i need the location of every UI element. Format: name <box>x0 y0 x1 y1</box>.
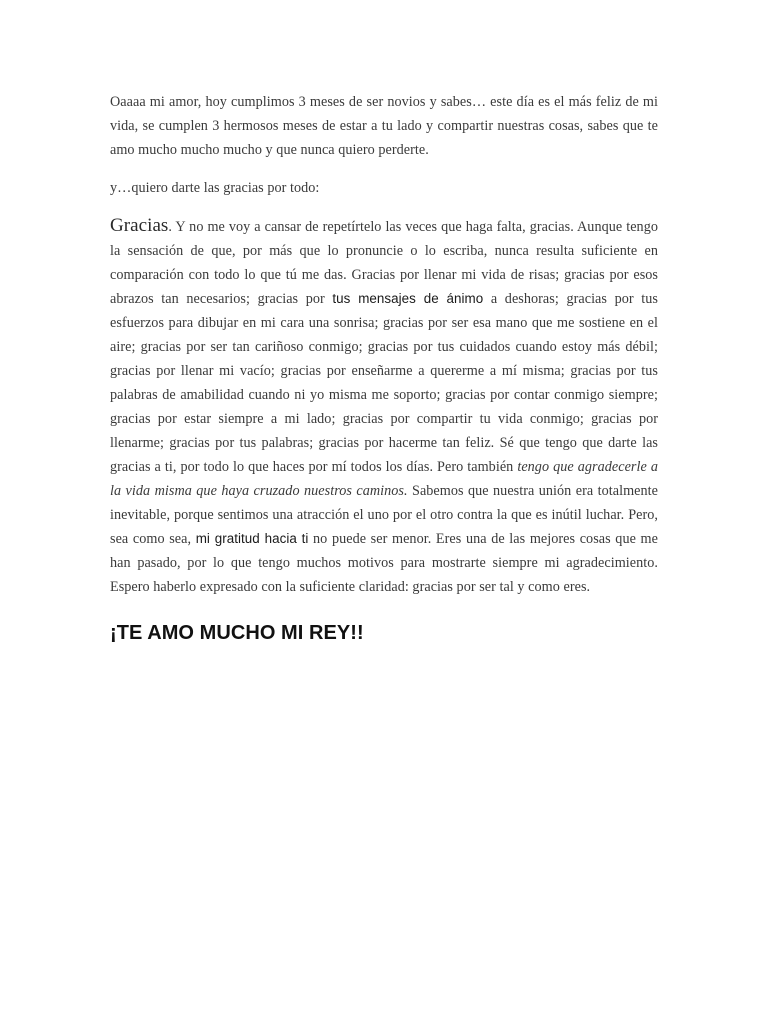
lead-word: Gracias <box>110 215 169 236</box>
body-text-part-3: Sabemos que nuestra unión era totalmente inevitable, porque sentimos una atracción el uno por el otro contra la que es inútil luchar. Pero, sea como sea, <box>110 483 658 547</box>
letter-page <box>110 90 658 647</box>
intro-paragraph: Oaaaa mi amor, hoy cumplimos 3 meses de ser novios y sabes… este día es el más feliz de mi vida, se cumplen 3 hermosos meses de estar a tu lado y compartir nuestras cosas, sabes que te amo mucho mucho mucho y que nunca quiero perderte. <box>110 94 658 158</box>
gratitude-paragraph <box>110 214 658 599</box>
closing-heading: ¡TE AMO MUCHO MI REY!! <box>110 622 364 644</box>
thanks-intro-line: y…quiero darte las gracias por todo: <box>110 180 320 196</box>
body-text-part-1: . Y no me voy a cansar de repetírtelo las veces que haga falta, gracias. Aunque tengo la sensación de que, por más que lo pronuncie o lo escriba, nunca resulta suficiente en comparación con todo lo que tú me das. Gracias por llenar mi vida de risas; gracias por esos abrazos tan necesarios; gracias por <box>110 219 658 307</box>
italic-phrase: tengo que agradecerle a la vida misma que haya cruzado nuestros caminos. <box>110 459 658 499</box>
highlight-gratitude: mi gratitud hacia ti <box>195 531 309 546</box>
body-text-part-2: a deshoras; gracias por tus esfuerzos para dibujar en mi cara una sonrisa; gracias por ser esa mano que me sostiene en el aire; gracias por ser tan cariñoso conmigo; gracias por tus cuidados cuando estoy más débil; gracias por llenar mi vacío; gracias por enseñarme a quererme a mí misma; gracias por tus palabras de amabilidad cuando ni yo misma me soporto; gracias por contar conmigo siempre; gracias por estar siempre a mi lado; gracias por compartir tu vida conmigo; gracias por llenarme; gracias por tus palabras; gracias por hacerme tan feliz. Sé que tengo que darte las gracias a ti, por todo lo que haces por mí todos los días. Pero también <box>110 291 658 475</box>
body-text-part-4: no puede ser menor. Eres una de las mejores cosas que me han pasado, por lo que tengo muchos motivos para mostrarte siempre mi agradecimiento. Espero haberlo expresado con la suficiente claridad: gracias por ser tal y como eres. <box>110 531 658 595</box>
highlight-encouragement: tus mensajes de ánimo <box>332 291 484 306</box>
